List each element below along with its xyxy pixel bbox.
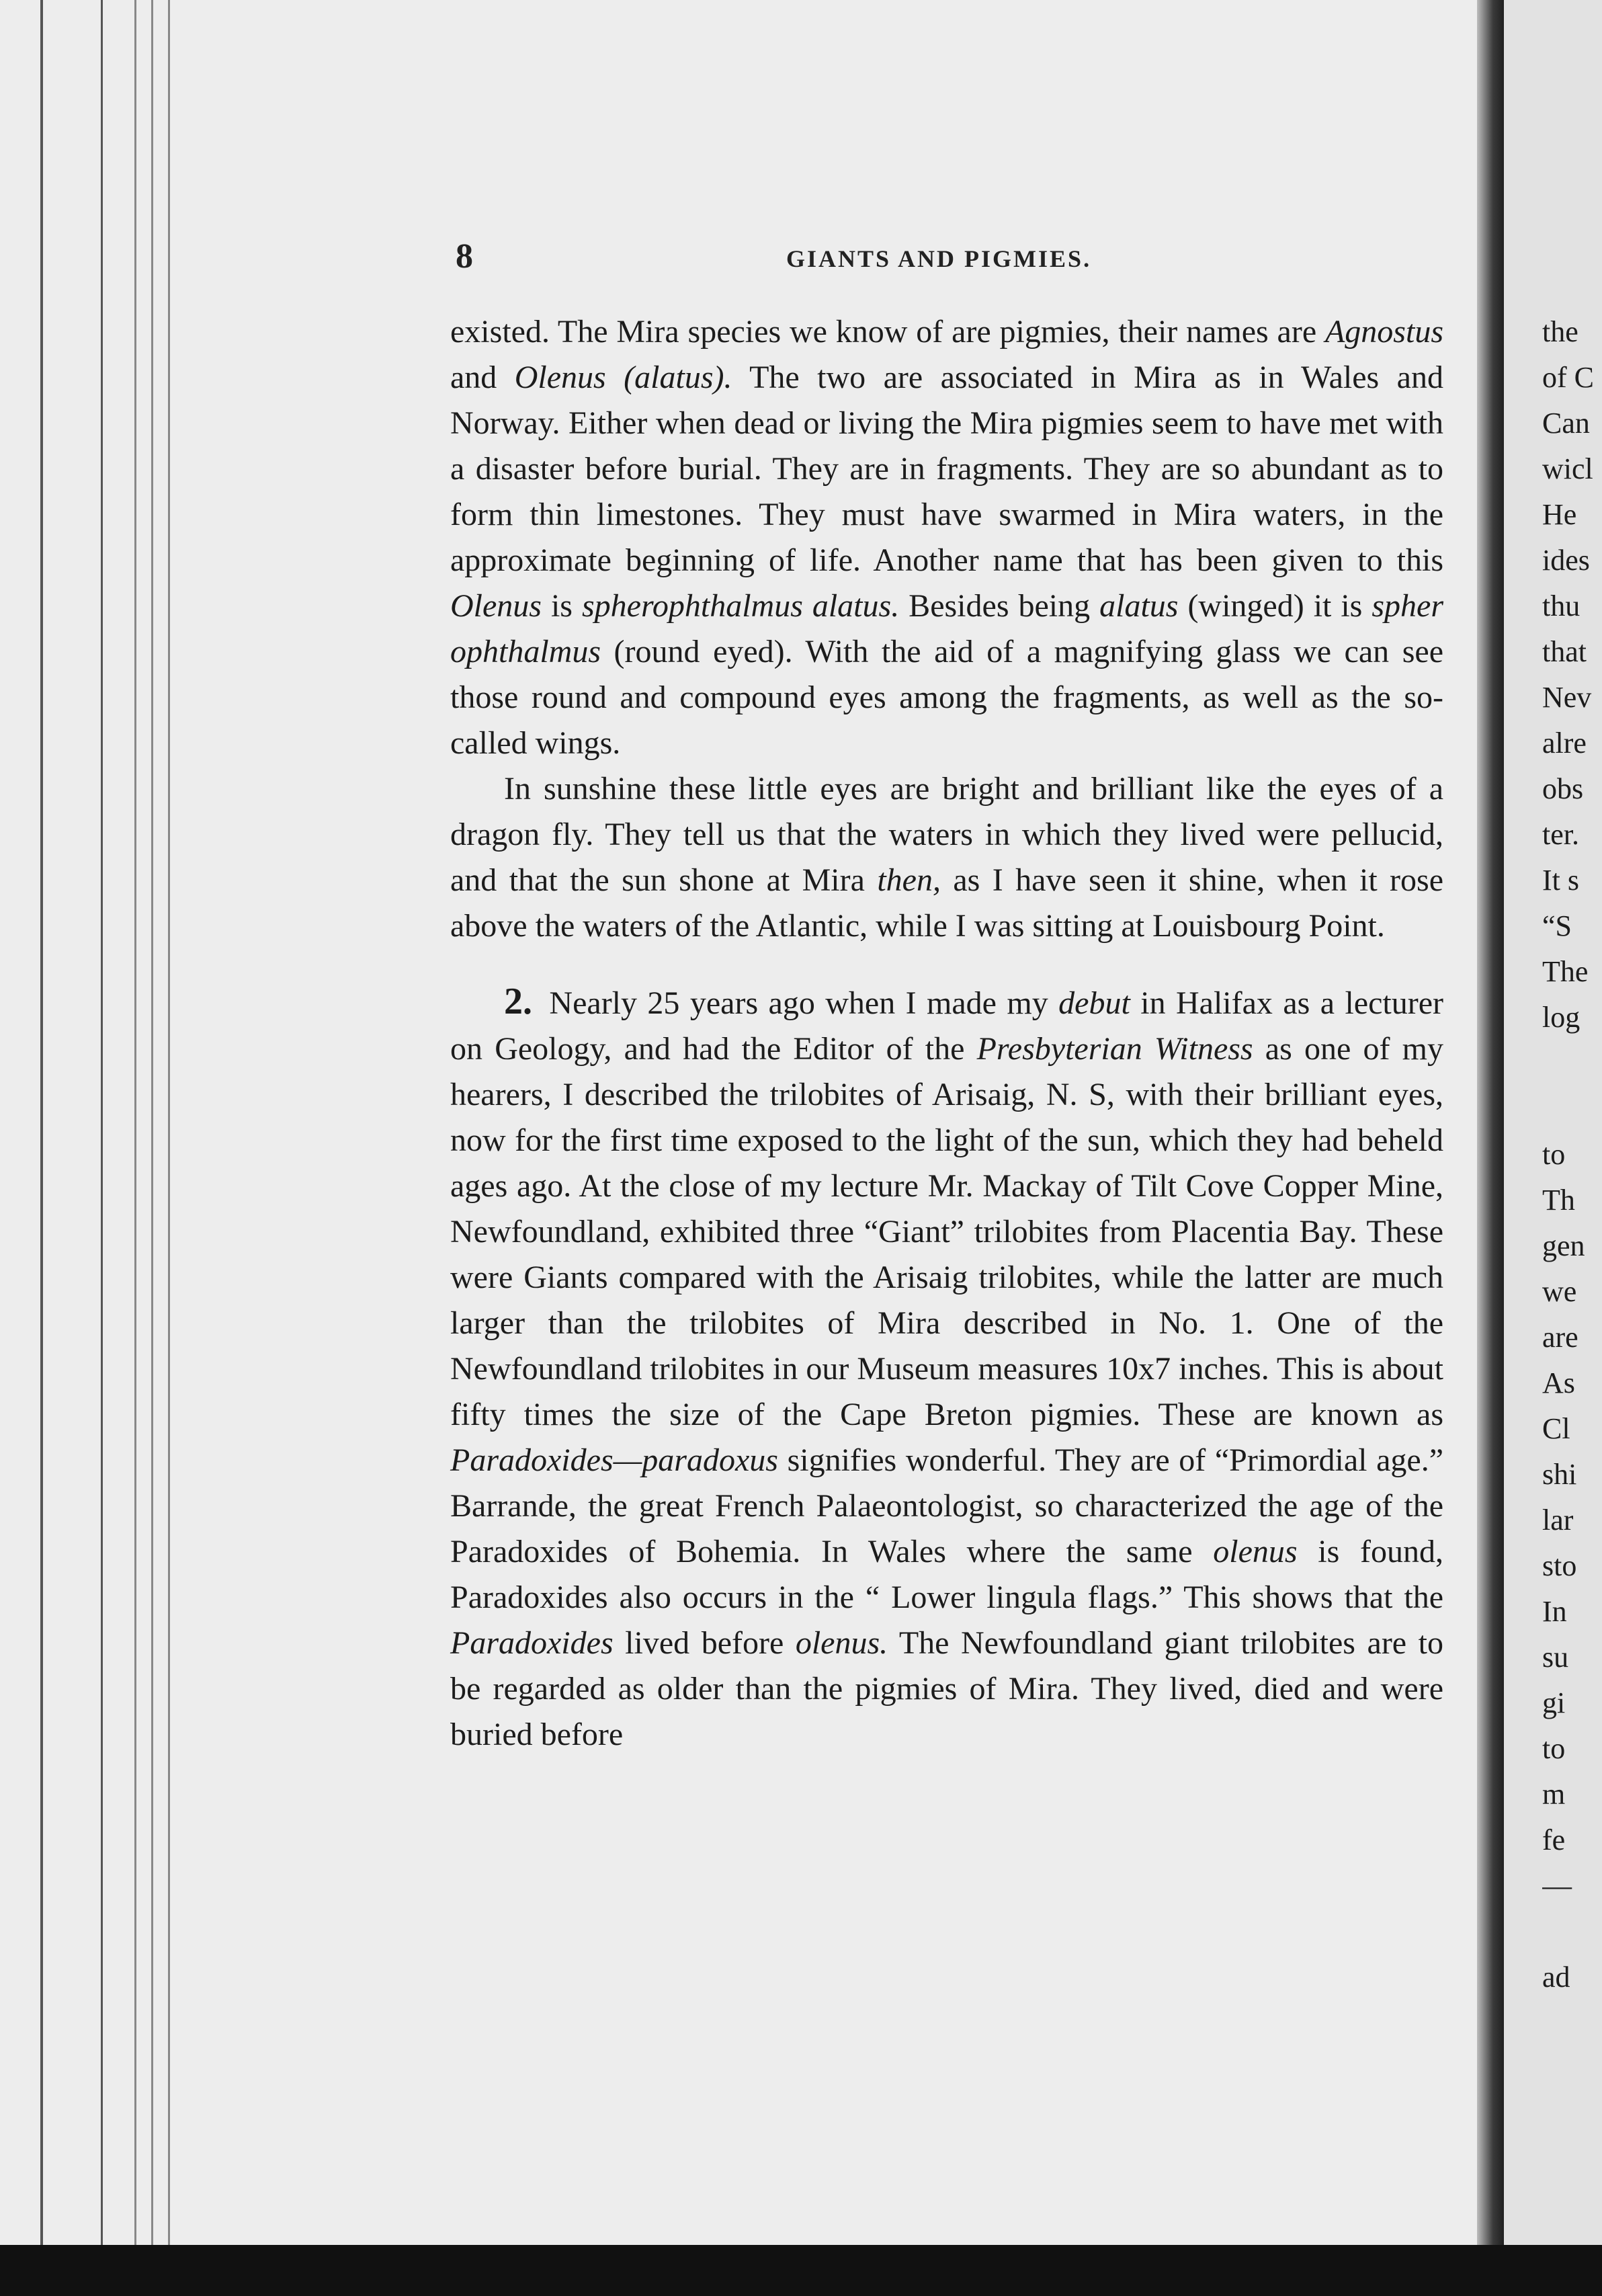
italic-term: olenus. bbox=[795, 1625, 888, 1661]
page-number: 8 bbox=[456, 237, 473, 276]
text-run: is found, Paradoxides also occurs in the “ Lower lingula flags.” This shows that the bbox=[450, 1534, 1444, 1615]
right-page-line: su bbox=[1542, 1641, 1569, 1674]
text-run: (round eyed). With the aid of a magnifying glass we can see those round and compound eyes among the fragments, as well as the so-called wings. bbox=[450, 634, 1443, 761]
right-page-line: lar bbox=[1542, 1504, 1574, 1536]
section-number: 2. bbox=[504, 981, 532, 1022]
right-page-line: He bbox=[1542, 498, 1577, 531]
text-run: Nearly 25 years ago when I made my bbox=[539, 985, 1059, 1021]
right-page-line: Cl bbox=[1542, 1412, 1570, 1445]
right-page-line: m bbox=[1542, 1778, 1566, 1811]
right-page-line: As bbox=[1542, 1366, 1575, 1399]
page-edge-line bbox=[168, 0, 170, 2245]
right-page-line: Th bbox=[1542, 1184, 1575, 1217]
book-gutter bbox=[1477, 0, 1504, 2245]
right-page-line: In bbox=[1542, 1595, 1567, 1628]
right-page-line: fe bbox=[1542, 1823, 1566, 1856]
text-run: as one of my hearers, I described the trilobites of Arisaig, N. S, with their brilliant eyes, now for the first time exposed to the light of the sun, which they had beheld ages ago. At the close of my lecture Mr. Mackay of Tilt Cove Copper Mine, Newfoundland, exhibited three “Giant” trilobites from Placentia Bay. These were Giants compared with the Arisaig trilobites, while the latter are much larger than the trilobites of Mira described in No. 1. One of the Newfoundland trilobites in our Museum measures 10x7 inches. This is about fifty times the size of the Cape Breton pigmies. These are known as bbox=[450, 1031, 1443, 1432]
right-page-line bbox=[1542, 1086, 1602, 1132]
right-page-line: ides bbox=[1542, 544, 1590, 577]
text-run: existed. The Mira species we know of are pigmies, their names are bbox=[450, 314, 1325, 350]
right-page-line: — bbox=[1542, 1869, 1572, 1902]
right-page-line: wicl bbox=[1542, 452, 1593, 485]
running-head bbox=[457, 242, 1505, 276]
right-page-line: sto bbox=[1542, 1549, 1577, 1582]
right-page-line: thu bbox=[1542, 589, 1580, 622]
page-edge-line bbox=[134, 0, 136, 2245]
right-page-line: It s bbox=[1542, 864, 1579, 897]
right-page-line bbox=[1542, 1040, 1602, 1086]
text-run: In sunshine these little eyes are bright and brilliant like the eyes of a dragon fly. They tell us that the waters in which they lived were pellucid, and that the sun shone at Mira bbox=[450, 771, 1443, 898]
text-run: lived before bbox=[613, 1625, 796, 1661]
right-page-line: log bbox=[1542, 1001, 1580, 1034]
body-text bbox=[450, 309, 1443, 1758]
section-gap bbox=[450, 949, 1443, 979]
right-page-fragments bbox=[1542, 309, 1602, 2000]
italic-term: olenus bbox=[1213, 1534, 1298, 1569]
italic-term: Paradoxides bbox=[450, 1625, 614, 1661]
right-page-line: shi bbox=[1542, 1458, 1577, 1491]
right-page-line: gi bbox=[1542, 1686, 1566, 1719]
text-run: The Newfoundland giant trilobites are to be regarded as older than the pigmies of Mira. They lived, died and were buried before bbox=[450, 1625, 1443, 1752]
right-page-line: obs bbox=[1542, 772, 1584, 805]
italic-term: debut bbox=[1058, 985, 1130, 1021]
paragraph-1 bbox=[450, 309, 1443, 766]
text-run: signifies wonderful. They are of “Primordial age.” Barrande, the great French Palaeontologist, so characterized the age of the Paradoxides of Bohemia. In Wales where the same bbox=[450, 1442, 1443, 1569]
italic-term: Agnostus bbox=[1324, 314, 1443, 350]
right-page-line: of C bbox=[1542, 361, 1594, 394]
right-page-line: we bbox=[1542, 1275, 1577, 1308]
italic-term: Presbyterian Witness bbox=[976, 1031, 1253, 1067]
right-page-line: that bbox=[1542, 635, 1587, 668]
italic-term: then, bbox=[877, 862, 941, 898]
text-run: as I have seen it shine, when it rose above the waters of the Atlantic, while I was sitting at Louisbourg Point. bbox=[450, 862, 1444, 944]
text-run: (winged) it is bbox=[1178, 588, 1372, 624]
text-run: Besides being bbox=[899, 588, 1100, 624]
right-page-line: ad bbox=[1542, 1961, 1570, 1994]
text-run: and bbox=[450, 360, 515, 395]
right-page-line: to bbox=[1542, 1138, 1566, 1171]
right-page-line: to bbox=[1542, 1732, 1566, 1765]
page-edge-line bbox=[151, 0, 153, 2245]
right-page-line: are bbox=[1542, 1321, 1578, 1354]
right-page-line: the bbox=[1542, 315, 1578, 348]
right-page-line: alre bbox=[1542, 727, 1587, 760]
text-run: in Halifax as a lecturer on Geology, and had the Editor of the bbox=[450, 985, 1444, 1067]
italic-term: Olenus (alatus). bbox=[514, 360, 732, 395]
italic-term: Paradoxides—paradoxus bbox=[450, 1442, 778, 1478]
italic-term: alatus bbox=[1099, 588, 1179, 624]
page-edge-line bbox=[40, 0, 43, 2245]
italic-term: Olenus bbox=[450, 588, 542, 624]
right-page-line: ter. bbox=[1542, 818, 1579, 851]
italic-term: spherophthalmus alatus. bbox=[581, 588, 900, 624]
page-edge-line bbox=[101, 0, 103, 2245]
right-page-line: gen bbox=[1542, 1229, 1585, 1262]
scan-border bbox=[0, 2245, 1602, 2296]
right-page-line: Can bbox=[1542, 407, 1590, 440]
italic-term: spher ophthalmus bbox=[450, 588, 1444, 669]
right-page-line: The bbox=[1542, 955, 1589, 988]
paragraph-2 bbox=[450, 766, 1443, 949]
right-page-line: “S bbox=[1542, 909, 1572, 942]
right-page-line: Nev bbox=[1542, 681, 1592, 714]
running-title: GIANTS AND PIGMIES. bbox=[786, 245, 1092, 272]
text-run: is bbox=[541, 588, 582, 624]
text-run: The two are associated in Mira as in Wales and Norway. Either when dead or living the Mira pigmies seem to have met with a disaster before burial. They are in fragments. They are so abundant as to form thin limestones. They must have swarmed in Mira waters, in the approximate beginning of life. Another name that has been given to this bbox=[450, 360, 1443, 578]
section-2-paragraph bbox=[450, 979, 1443, 1758]
right-page-line bbox=[1542, 1909, 1602, 1955]
